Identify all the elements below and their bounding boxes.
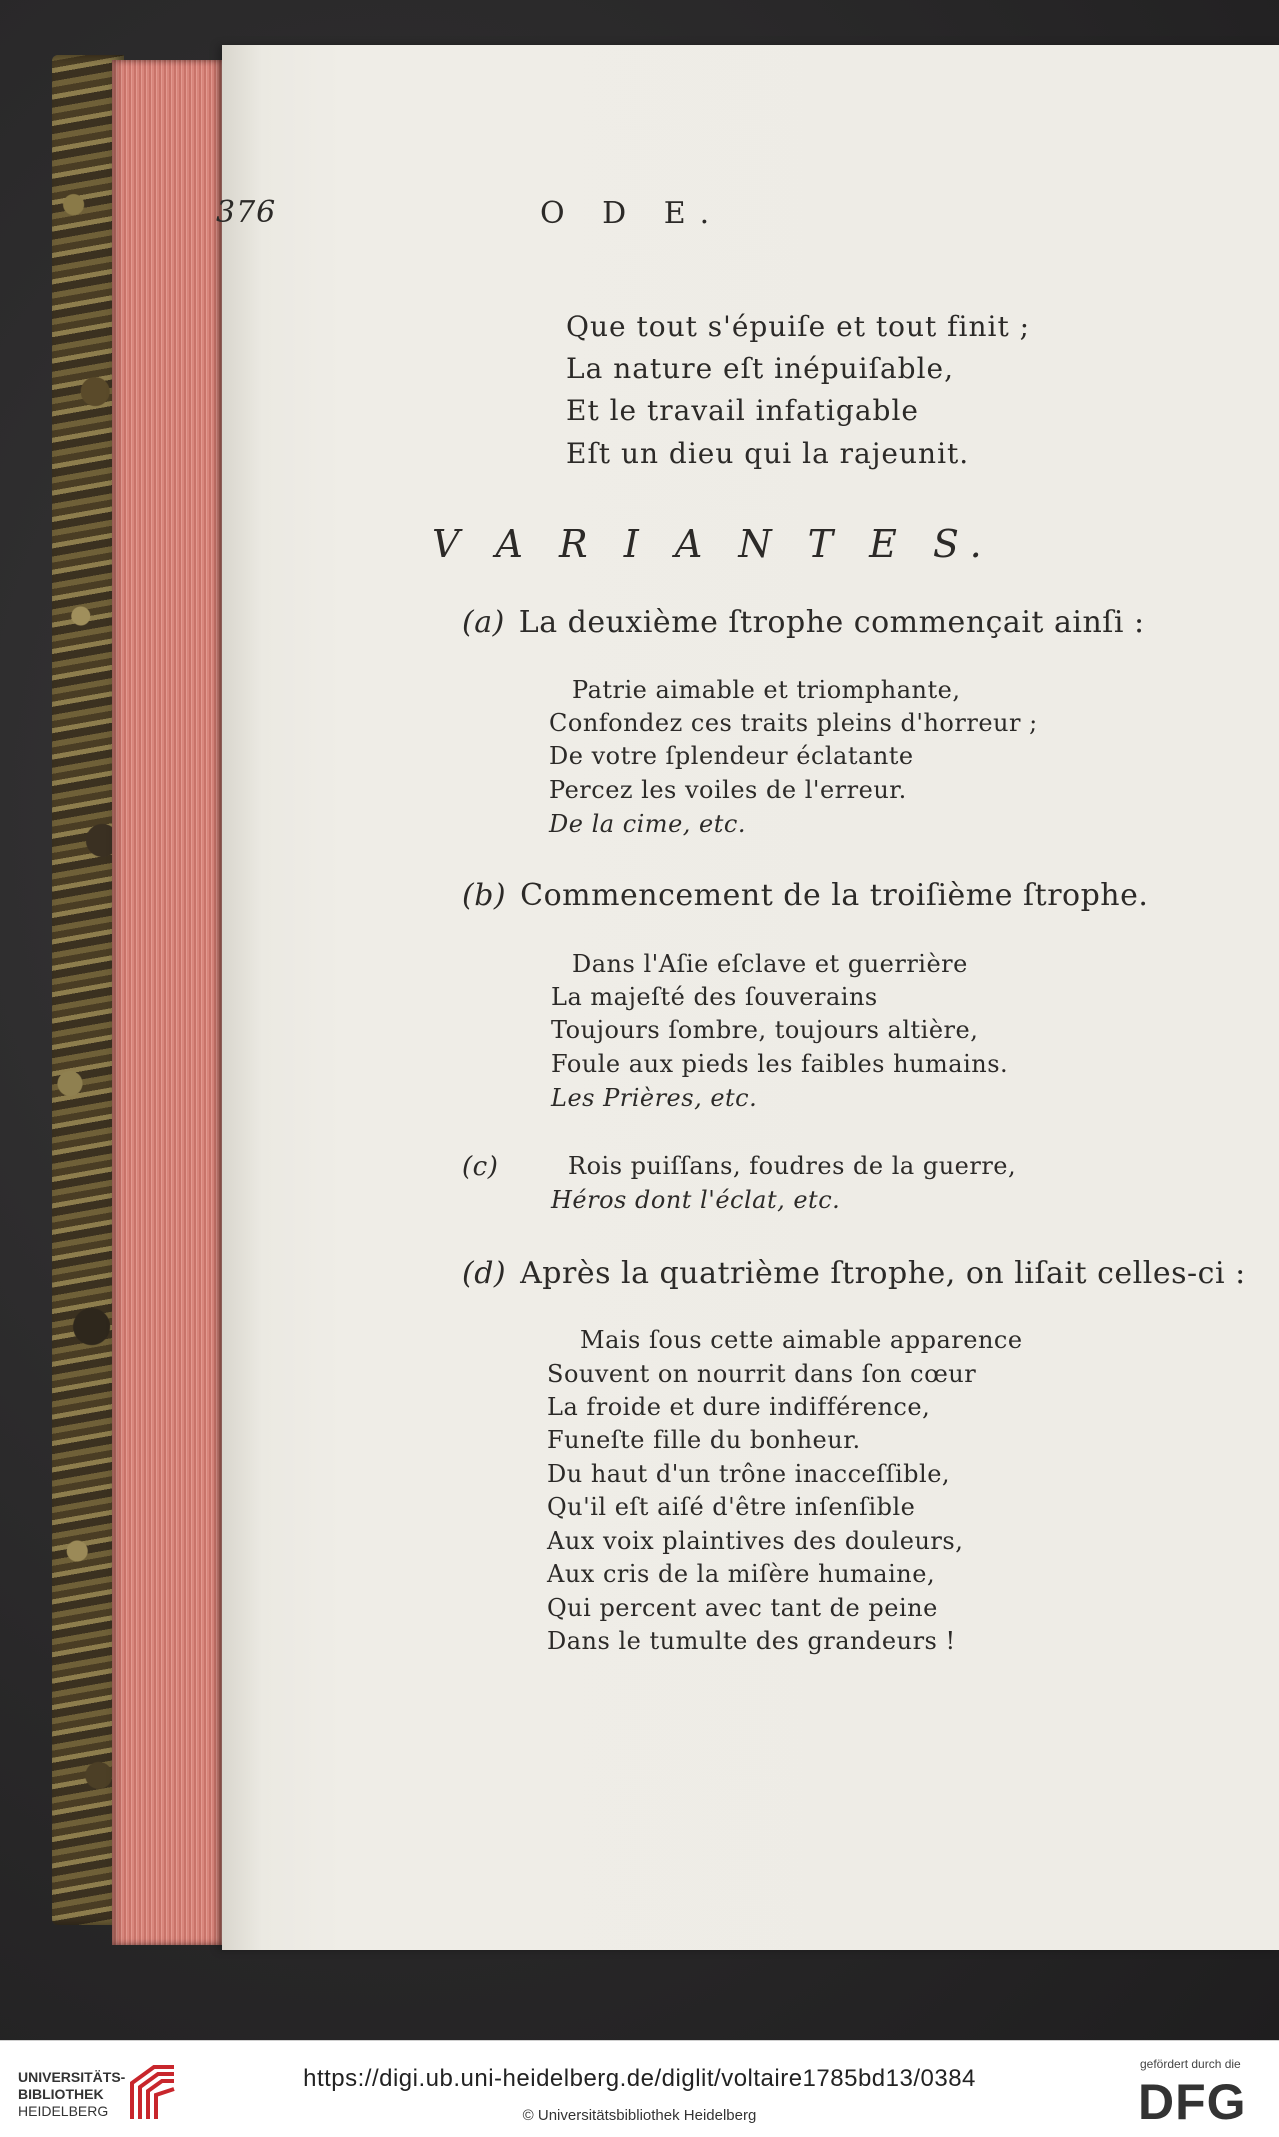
logo-line: HEIDELBERG — [18, 2103, 109, 2119]
note-text: Commencement de la troiſième ſtrophe. — [520, 878, 1149, 913]
stanza-line: Eſt un dieu qui la rajeunit. — [566, 437, 970, 470]
note-b-heading — [462, 878, 1148, 913]
copyright-notice: © Universitätsbibliothek Heidelberg — [522, 2107, 757, 2124]
quote-line: Du haut d'un trône inacceſſible, — [547, 1460, 951, 1488]
note-text: Après la quatrième ſtrophe, on liſait celles-ci : — [520, 1256, 1246, 1291]
quote-line: La majeſté des ſouverains — [551, 983, 878, 1011]
quote-line: Héros dont l'éclat, etc. — [551, 1186, 841, 1214]
note-d-heading — [462, 1256, 1246, 1291]
quote-line: Souvent on nourrit dans ſon cœur — [547, 1360, 977, 1388]
quote-line: Dans le tumulte des grandeurs ! — [547, 1627, 956, 1655]
stanza-line: Que tout s'épuiſe et tout finit ; — [566, 310, 1031, 343]
dfg-logo[interactable]: DFG — [1138, 2074, 1247, 2130]
quote-line: Foule aux pieds les faibles humains. — [551, 1050, 1009, 1078]
permalink-url[interactable]: https://digi.ub.uni-heidelberg.de/diglit/voltaire1785bd13/0384 — [303, 2065, 976, 2092]
quote-line: Dans l'Aſie eſclave et guerrière — [572, 950, 968, 978]
quote-line: Toujours ſombre, toujours altière, — [551, 1016, 979, 1044]
quote-line: Mais ſous cette aimable apparence — [580, 1326, 1023, 1354]
logo-line: BIBLIOTHEK — [18, 2086, 104, 2102]
quote-line: La froide et dure indifférence, — [547, 1393, 931, 1421]
quote-line: Qui percent avec tant de peine — [547, 1594, 938, 1622]
note-text: La deuxième ſtrophe commençait ainſi : — [518, 605, 1145, 640]
running-title: O D E. — [540, 196, 724, 231]
note-marker: (b) — [462, 878, 507, 913]
red-page-edges — [112, 60, 222, 1945]
viewer-footer — [0, 2040, 1279, 2137]
stanza-line: Et le travail infatigable — [566, 394, 919, 427]
quote-line: Qu'il eſt aiſé d'être inſenſible — [547, 1493, 916, 1521]
quote-line: Aux voix plaintives des douleurs, — [547, 1527, 964, 1555]
quote-line: De la cime, etc. — [549, 810, 746, 838]
note-marker: (a) — [462, 605, 505, 640]
quote-line: Percez les voiles de l'erreur. — [549, 776, 907, 804]
note-c-marker: (c) — [462, 1152, 499, 1182]
quote-line: Aux cris de la miſère humaine, — [547, 1560, 936, 1588]
funded-by-label: gefördert durch die — [1140, 2057, 1241, 2071]
quote-line: Funeſte fille du bonheur. — [547, 1426, 861, 1454]
note-marker: (d) — [462, 1256, 507, 1291]
note-a-heading — [462, 605, 1145, 640]
stanza-line: La nature eſt inépuiſable, — [566, 352, 955, 385]
quote-line: Confondez ces traits pleins d'horreur ; — [549, 709, 1038, 737]
page-number: 376 — [216, 195, 277, 230]
quote-line: Rois puiſſans, foudres de la guerre, — [568, 1152, 1017, 1180]
quote-line: Les Prières, etc. — [551, 1084, 758, 1112]
logo-line: UNIVERSITÄTS- — [18, 2069, 126, 2085]
quote-line: Patrie aimable et triomphante, — [572, 676, 961, 704]
variants-title: V A R I A N T E S. — [432, 522, 994, 566]
quote-line: De votre ſplendeur éclatante — [549, 742, 914, 770]
